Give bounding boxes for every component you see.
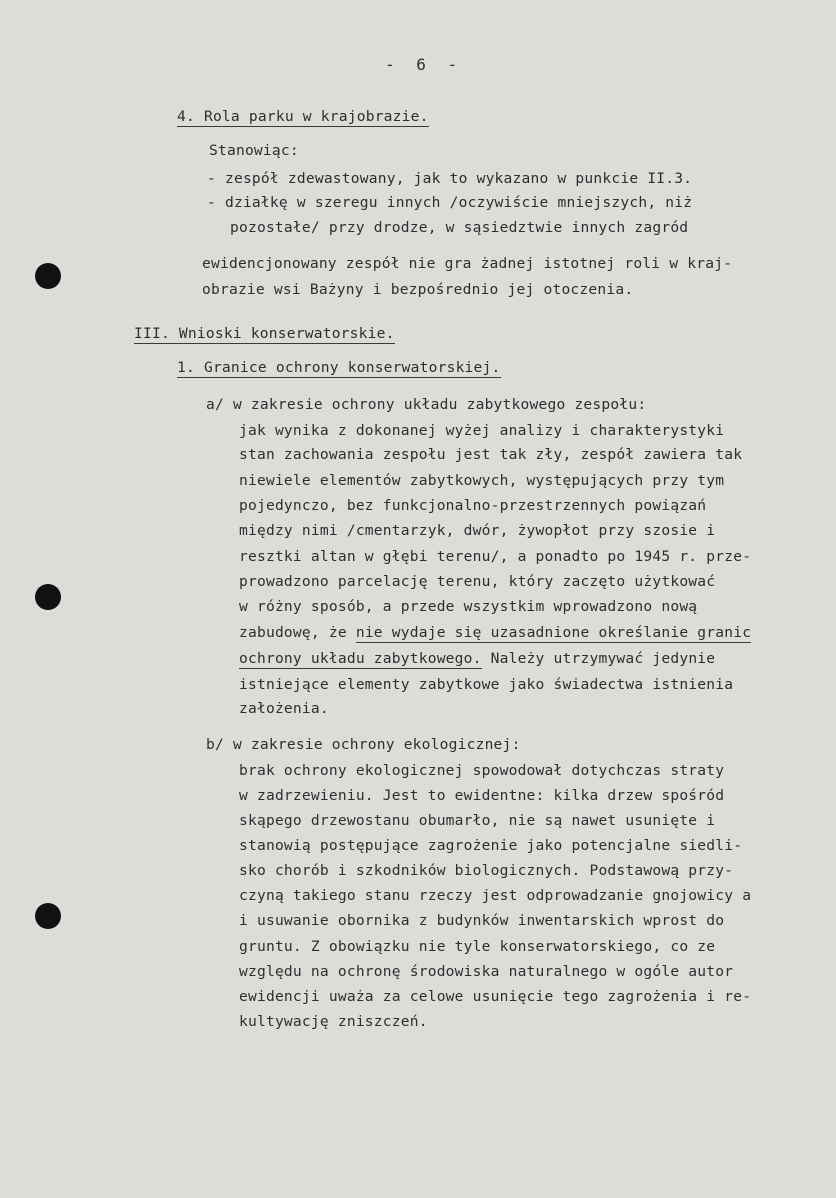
section-4-conclusion: ewidencjonowany zespół nie gra żadnej istotnej roli w kraj- — [202, 255, 733, 272]
item-b-line: ewidencji uważa za celowe usunięcie tego zagrożenia i re- — [239, 988, 752, 1005]
bullet-line: - działkę w szeregu innych /oczywiście mniejszych, niż — [207, 194, 693, 211]
item-a-line: pojedynczo, bez funkcjonalno-przestrzennych powiązań — [239, 497, 707, 514]
item-b-line: kultywację zniszczeń. — [239, 1013, 428, 1030]
item-b-line: skąpego drzewostanu obumarło, nie są nawet usunięte i — [239, 812, 716, 829]
item-a-line: resztki altan w głębi terenu/, a ponadto po 1945 r. prze- — [239, 548, 752, 565]
item-a-line: prowadzono parcelację terenu, który zaczęto użytkować — [239, 573, 716, 590]
bullet-line: - zespół zdewastowany, jak to wykazano w punkcie II.3. — [207, 170, 693, 187]
section-4-intro: Stanowiąc: — [209, 142, 299, 159]
item-a-line: zabudowę, że nie wydaje się uzasadnione określanie granic — [239, 624, 752, 641]
item-b-line: brak ochrony ekologicznej spowodował dotychczas straty — [239, 762, 725, 779]
item-a-line: stan zachowania zespołu jest tak zły, zespół zawiera tak — [239, 446, 743, 463]
item-b-line: i usuwanie obornika z budynków inwentarskich wprost do — [239, 912, 725, 929]
item-b-line: w zadrzewieniu. Jest to ewidentne: kilka drzew spośród — [239, 787, 725, 804]
section-4-conclusion: obrazie wsi Bażyny i bezpośrednio jej otoczenia. — [202, 281, 634, 298]
punch-hole — [35, 263, 61, 289]
item-a-line: między nimi /cmentarzyk, dwór, żywopłot przy szosie i — [239, 522, 716, 539]
item-b-line: czyną takiego stanu rzeczy jest odprowadzanie gnojowicy a — [239, 887, 752, 904]
punch-hole — [35, 903, 61, 929]
item-a-line: niewiele elementów zabytkowych, występujących przy tym — [239, 472, 725, 489]
punch-hole — [35, 584, 61, 610]
item-b-label: b/ w zakresie ochrony ekologicznej: — [206, 736, 521, 753]
section-4-heading: 4. Rola parku w krajobrazie. — [177, 108, 429, 125]
item-b-line: sko chorób i szkodników biologicznych. Podstawową przy- — [239, 862, 734, 879]
item-b-line: stanowią postępujące zagrożenie jako potencjalne siedli- — [239, 837, 743, 854]
underlined-conclusion: nie wydaje się uzasadnione określanie granic — [355, 624, 752, 641]
section-3-heading: III. Wnioski konserwatorskie. — [134, 325, 395, 342]
item-a-line: ochrony układu zabytkowego. Należy utrzymywać jedynie — [239, 650, 716, 667]
item-b-line: względu na ochronę środowiska naturalnego w ogóle autor — [239, 963, 734, 980]
page-number: - 6 - — [385, 55, 464, 74]
item-a-line: istniejące elementy zabytkowe jako świadectwa istnienia — [239, 676, 734, 693]
subsection-1-heading: 1. Granice ochrony konserwatorskiej. — [177, 359, 501, 376]
underlined-conclusion: ochrony układu zabytkowego. — [239, 650, 482, 667]
bullet-line: pozostałe/ przy drodze, w sąsiedztwie innych zagród — [230, 219, 689, 236]
item-a-label: a/ w zakresie ochrony układu zabytkowego zespołu: — [206, 396, 647, 413]
item-a-line: w różny sposób, a przede wszystkim wprowadzono nową — [239, 598, 698, 615]
item-a-line: założenia. — [239, 700, 329, 717]
item-a-line: jak wynika z dokonanej wyżej analizy i charakterystyki — [239, 422, 725, 439]
item-b-line: gruntu. Z obowiązku nie tyle konserwatorskiego, co ze — [239, 938, 716, 955]
